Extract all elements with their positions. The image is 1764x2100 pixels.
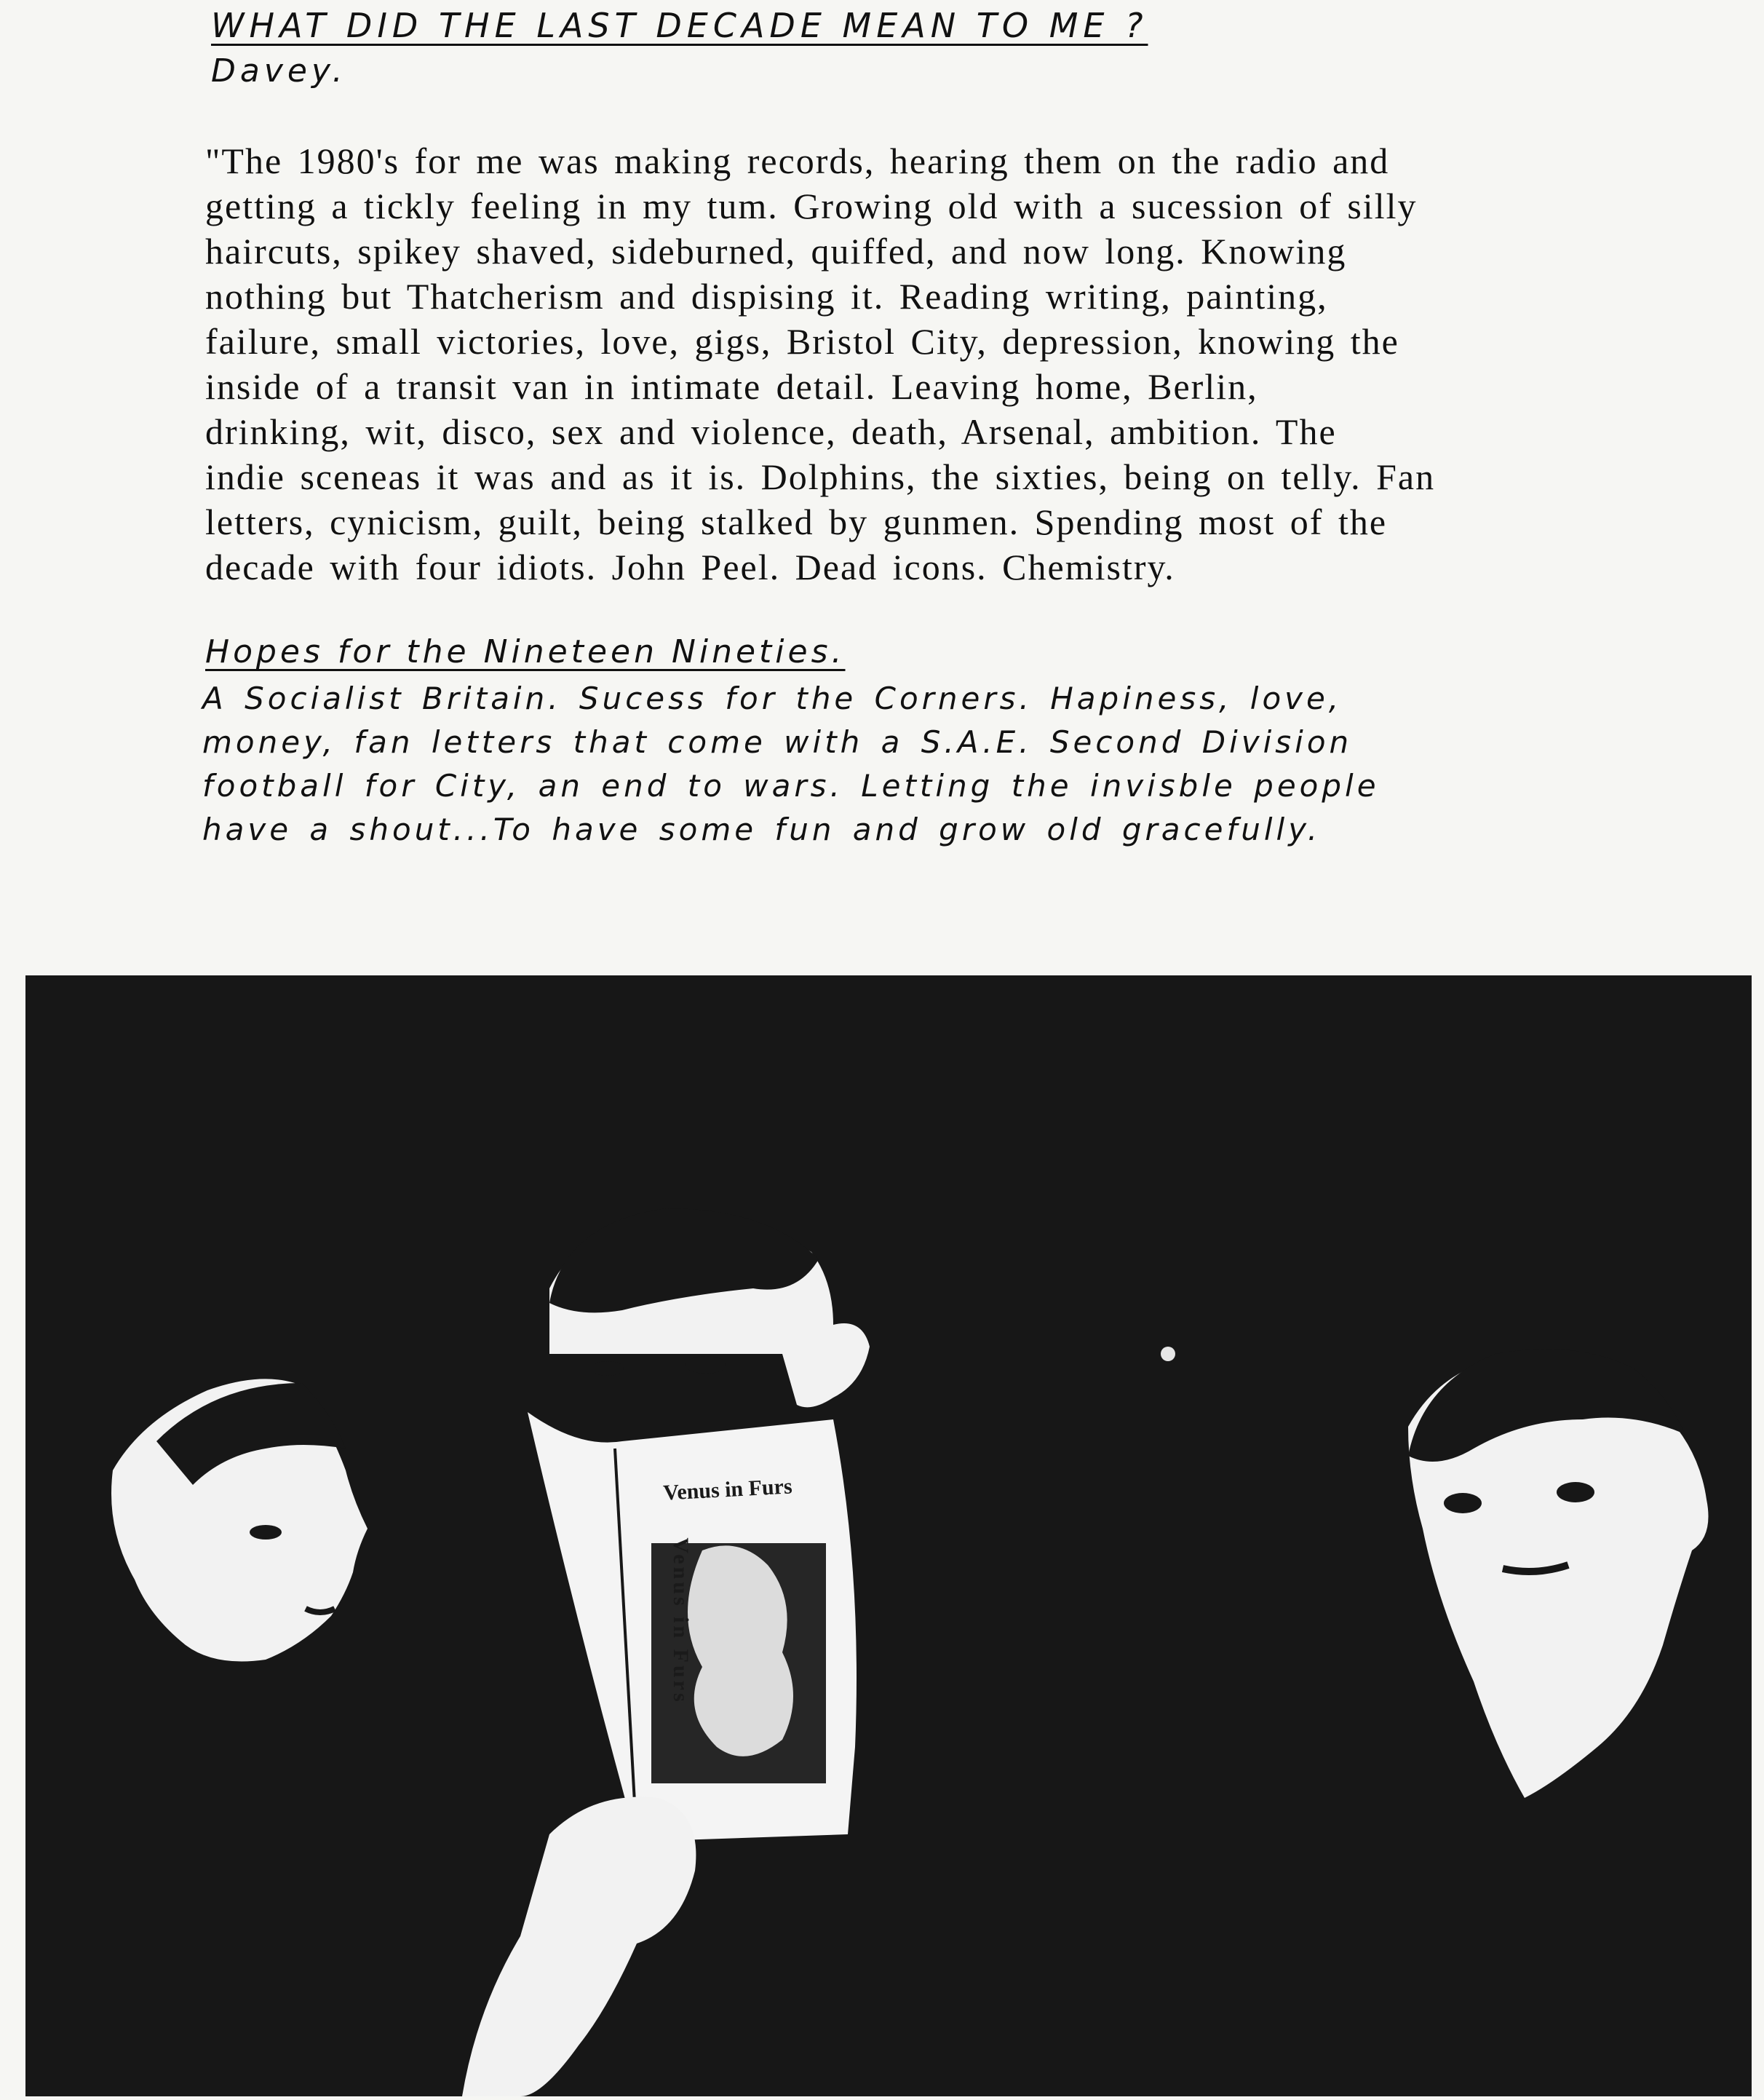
book-title: Venus in Furs — [662, 1474, 793, 1505]
band-photo — [25, 975, 1752, 2096]
quote-line: drinking, wit, disco, sex and violence, death, Arsenal, ambition. The — [205, 411, 1337, 452]
middle-eye-left — [592, 1361, 624, 1376]
band-photo-illustration — [25, 975, 1752, 2096]
shadow-eye — [1161, 1347, 1175, 1361]
hand — [462, 1797, 696, 2096]
quote-line: indie sceneas it was and as it is. Dolphins, the sixties, being on telly. Fan — [205, 456, 1436, 497]
page-heading: WHAT DID THE LAST DECADE MEAN TO ME ? — [211, 6, 1148, 45]
quote-line: "The 1980's for me was making records, hearing them on the radio and — [205, 140, 1390, 181]
left-eye — [250, 1525, 282, 1540]
middle-eye-right — [686, 1356, 726, 1374]
book-spine-text: Venus in Furs — [669, 1537, 693, 1705]
quote-line: failure, small victories, love, gigs, Bristol City, depression, knowing the — [205, 321, 1399, 362]
quote-line: decade with four idiots. John Peel. Dead icons. Chemistry. — [205, 547, 1175, 587]
hopes-text — [202, 677, 1585, 852]
hopes-line: have a shout...To have some fun and grow old gracefully. — [202, 812, 1322, 847]
quote-line: inside of a transit van in intimate detail. Leaving home, Berlin, — [205, 366, 1258, 407]
hopes-line: money, fan letters that come with a S.A.E. Second Division — [202, 724, 1353, 760]
author-name: Davey. — [211, 52, 347, 90]
hopes-line: A Socialist Britain. Sucess for the Corners. Hapiness, love, — [202, 681, 1343, 716]
right-eye-left — [1444, 1493, 1482, 1513]
quote-line: letters, cynicism, guilt, being stalked by gunmen. Spending most of the — [205, 502, 1388, 542]
hopes-line: football for City, an end to wars. Letting the invisble people — [202, 768, 1380, 804]
quote-line: getting a tickly feeling in my tum. Growing old with a sucession of silly — [205, 186, 1418, 226]
decade-quote — [205, 138, 1573, 590]
quote-line: haircuts, spikey shaved, sideburned, quiffed, and now long. Knowing — [205, 231, 1347, 272]
quote-line: nothing but Thatcherism and dispising it. Reading writing, painting, — [205, 276, 1328, 317]
hopes-heading: Hopes for the Nineteen Nineties. — [205, 633, 846, 670]
right-eye-right — [1557, 1482, 1594, 1502]
